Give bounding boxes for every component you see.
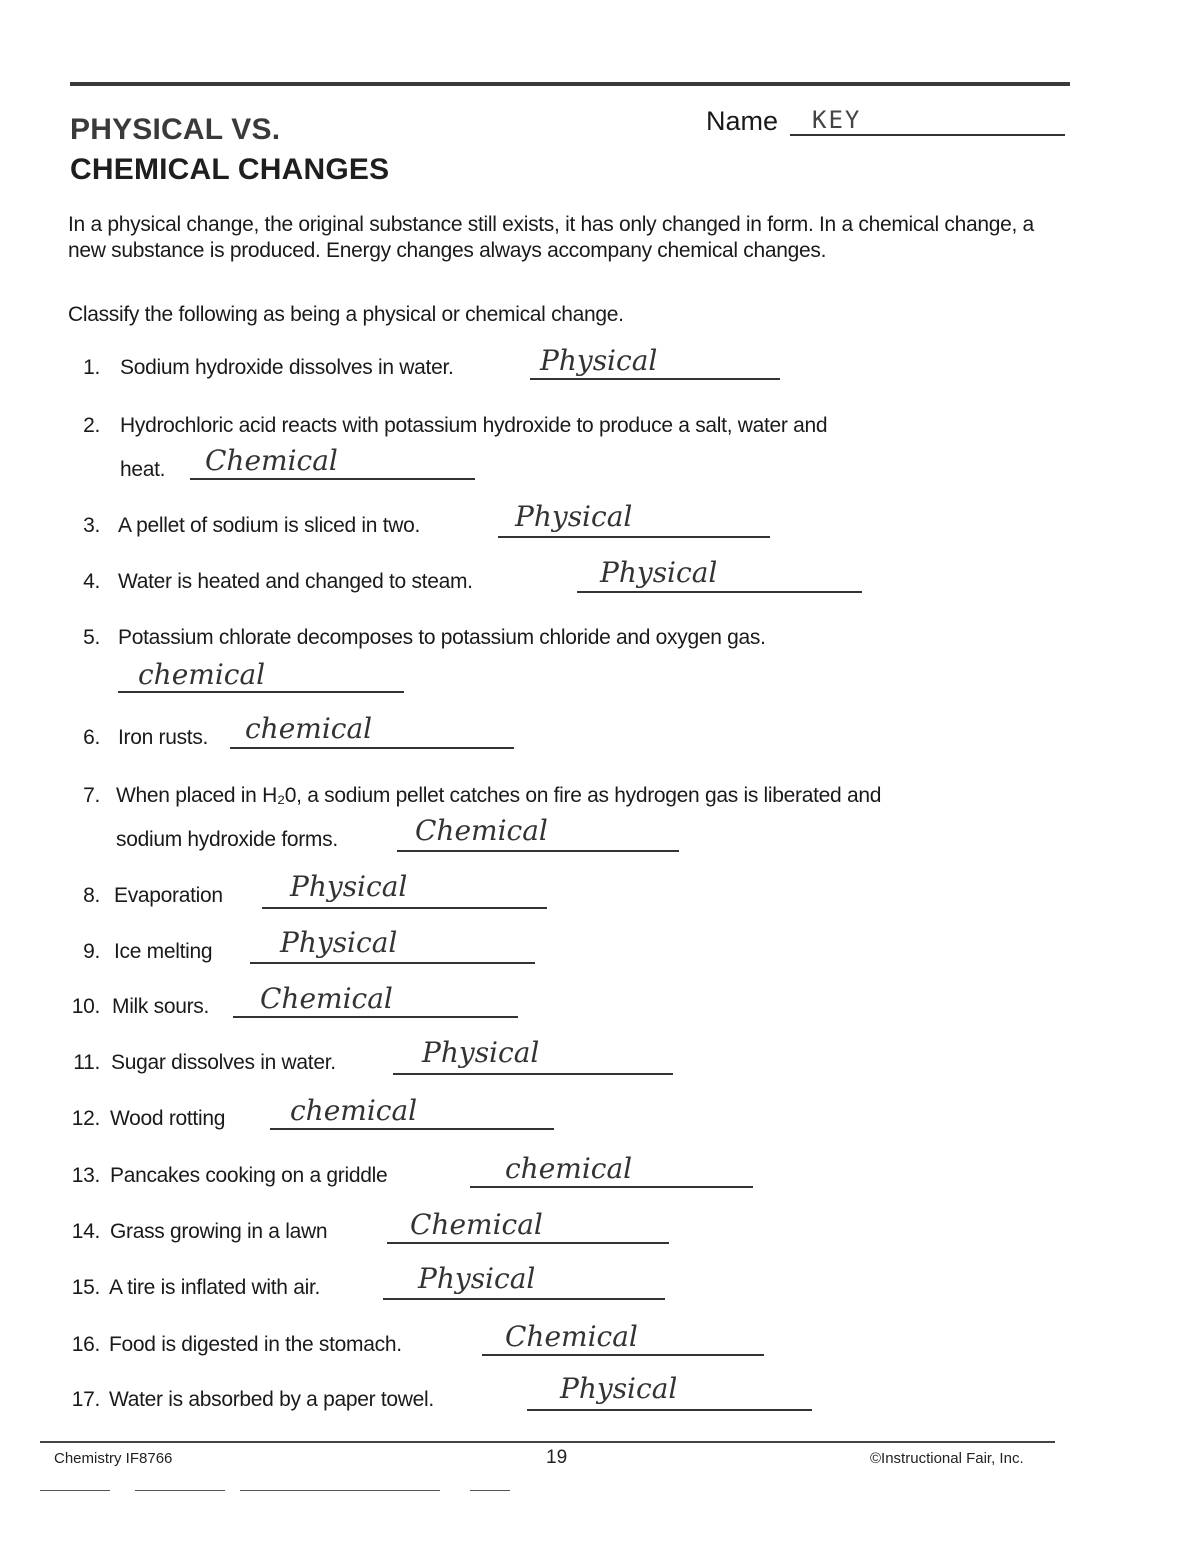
answer-4[interactable]: Physical: [600, 556, 718, 589]
answer-line-10[interactable]: [233, 1016, 518, 1018]
page-number: 19: [546, 1447, 568, 1468]
question-text-cont: sodium hydroxide forms.: [116, 828, 338, 851]
question-number: 17.: [71, 1388, 100, 1411]
answer-line-7[interactable]: [397, 850, 679, 852]
question-number: 15.: [71, 1276, 100, 1299]
answer-9[interactable]: Physical: [280, 926, 398, 959]
question-text: Evaporation: [114, 884, 223, 907]
question-text: Water is absorbed by a paper towel.: [109, 1388, 434, 1411]
question-text: Milk sours.: [112, 995, 210, 1018]
footer-rule: [40, 1441, 1055, 1443]
answer-1[interactable]: Physical: [540, 344, 658, 377]
answer-8[interactable]: Physical: [290, 870, 408, 903]
question-number: 5.: [83, 626, 100, 649]
answer-11[interactable]: Physical: [422, 1036, 540, 1069]
page-title: [70, 110, 389, 190]
question-number: 6.: [83, 726, 100, 749]
answer-5[interactable]: chemical: [138, 658, 266, 691]
question-number: 2.: [83, 414, 100, 437]
question-number: 8.: [83, 884, 100, 907]
answer-line-5[interactable]: [118, 691, 404, 693]
question-text: When placed in H₂0, a sodium pellet catches on fire as hydrogen gas is liberated and: [116, 784, 882, 807]
answer-line-6[interactable]: [230, 747, 514, 749]
question-number: 13.: [71, 1164, 100, 1187]
answer-line-12[interactable]: [270, 1128, 554, 1130]
question-number: 3.: [83, 514, 100, 537]
scan-artifact: [470, 1490, 510, 1491]
answer-line-14[interactable]: [387, 1242, 669, 1244]
question-text: Sugar dissolves in water.: [111, 1051, 336, 1074]
answer-15[interactable]: Physical: [418, 1262, 536, 1295]
answer-line-9[interactable]: [250, 962, 535, 964]
question-text: Potassium chlorate decomposes to potassium chloride and oxygen gas.: [118, 626, 766, 649]
top-rule: [70, 82, 1070, 86]
question-text: A tire is inflated with air.: [109, 1276, 321, 1299]
question-text: Water is heated and changed to steam.: [118, 570, 473, 593]
answer-line-15[interactable]: [383, 1298, 665, 1300]
question-number: 10.: [71, 995, 100, 1018]
title-line-1: PHYSICAL VS.: [70, 113, 281, 146]
answer-13[interactable]: chemical: [505, 1152, 633, 1185]
name-field-value[interactable]: KEY: [812, 106, 862, 134]
scan-artifact: [135, 1490, 225, 1491]
title-line-2: CHEMICAL CHANGES: [70, 153, 390, 186]
answer-line-11[interactable]: [393, 1073, 673, 1075]
question-number: 1.: [83, 356, 100, 379]
question-text: Iron rusts.: [118, 726, 209, 749]
answer-16[interactable]: Chemical: [505, 1320, 638, 1353]
answer-7[interactable]: Chemical: [415, 814, 548, 847]
question-number: 7.: [83, 784, 100, 807]
scan-artifact: [40, 1490, 110, 1491]
answer-3[interactable]: Physical: [515, 500, 633, 533]
instructions: Classify the following as being a physical or chemical change.: [68, 303, 624, 326]
question-text: Hydrochloric acid reacts with potassium hydroxide to produce a salt, water and: [120, 414, 828, 437]
answer-line-4[interactable]: [577, 591, 862, 593]
answer-line-13[interactable]: [470, 1186, 753, 1188]
question-number: 12.: [71, 1107, 100, 1130]
answer-6[interactable]: chemical: [245, 712, 373, 745]
footer-book-code: Chemistry IF8766: [54, 1450, 173, 1467]
answer-17[interactable]: Physical: [560, 1372, 678, 1405]
answer-12[interactable]: chemical: [290, 1094, 418, 1127]
answer-2[interactable]: Chemical: [205, 444, 338, 477]
name-field-line[interactable]: [790, 134, 1065, 136]
answer-line-2[interactable]: [190, 478, 475, 480]
question-number: 9.: [83, 940, 100, 963]
question-text: Food is digested in the stomach.: [109, 1333, 402, 1356]
question-text: Grass growing in a lawn: [110, 1220, 328, 1243]
answer-line-1[interactable]: [530, 378, 780, 380]
question-number: 16.: [71, 1333, 100, 1356]
answer-line-3[interactable]: [498, 536, 770, 538]
question-number: 11.: [73, 1051, 100, 1074]
question-text-cont: heat.: [120, 458, 166, 481]
question-text: Sodium hydroxide dissolves in water.: [120, 356, 454, 379]
answer-line-8[interactable]: [262, 907, 547, 909]
question-number: 14.: [71, 1220, 100, 1243]
question-number: 4.: [83, 570, 100, 593]
answer-line-17[interactable]: [527, 1409, 812, 1411]
name-label: Name: [706, 106, 779, 136]
intro-paragraph: In a physical change, the original substance still exists, it has only changed in form. In a chemical change, a new substance is produced. Energy changes always accompany chemical changes.: [68, 213, 1034, 262]
scan-artifact: [240, 1490, 440, 1491]
question-text: Wood rotting: [110, 1107, 226, 1130]
answer-line-16[interactable]: [482, 1354, 764, 1356]
answer-10[interactable]: Chemical: [260, 982, 393, 1015]
footer-copyright: ©Instructional Fair, Inc.: [870, 1450, 1024, 1467]
question-text: Pancakes cooking on a griddle: [110, 1164, 388, 1187]
answer-14[interactable]: Chemical: [410, 1208, 543, 1241]
question-text: Ice melting: [114, 940, 213, 963]
question-text: A pellet of sodium is sliced in two.: [118, 514, 421, 537]
